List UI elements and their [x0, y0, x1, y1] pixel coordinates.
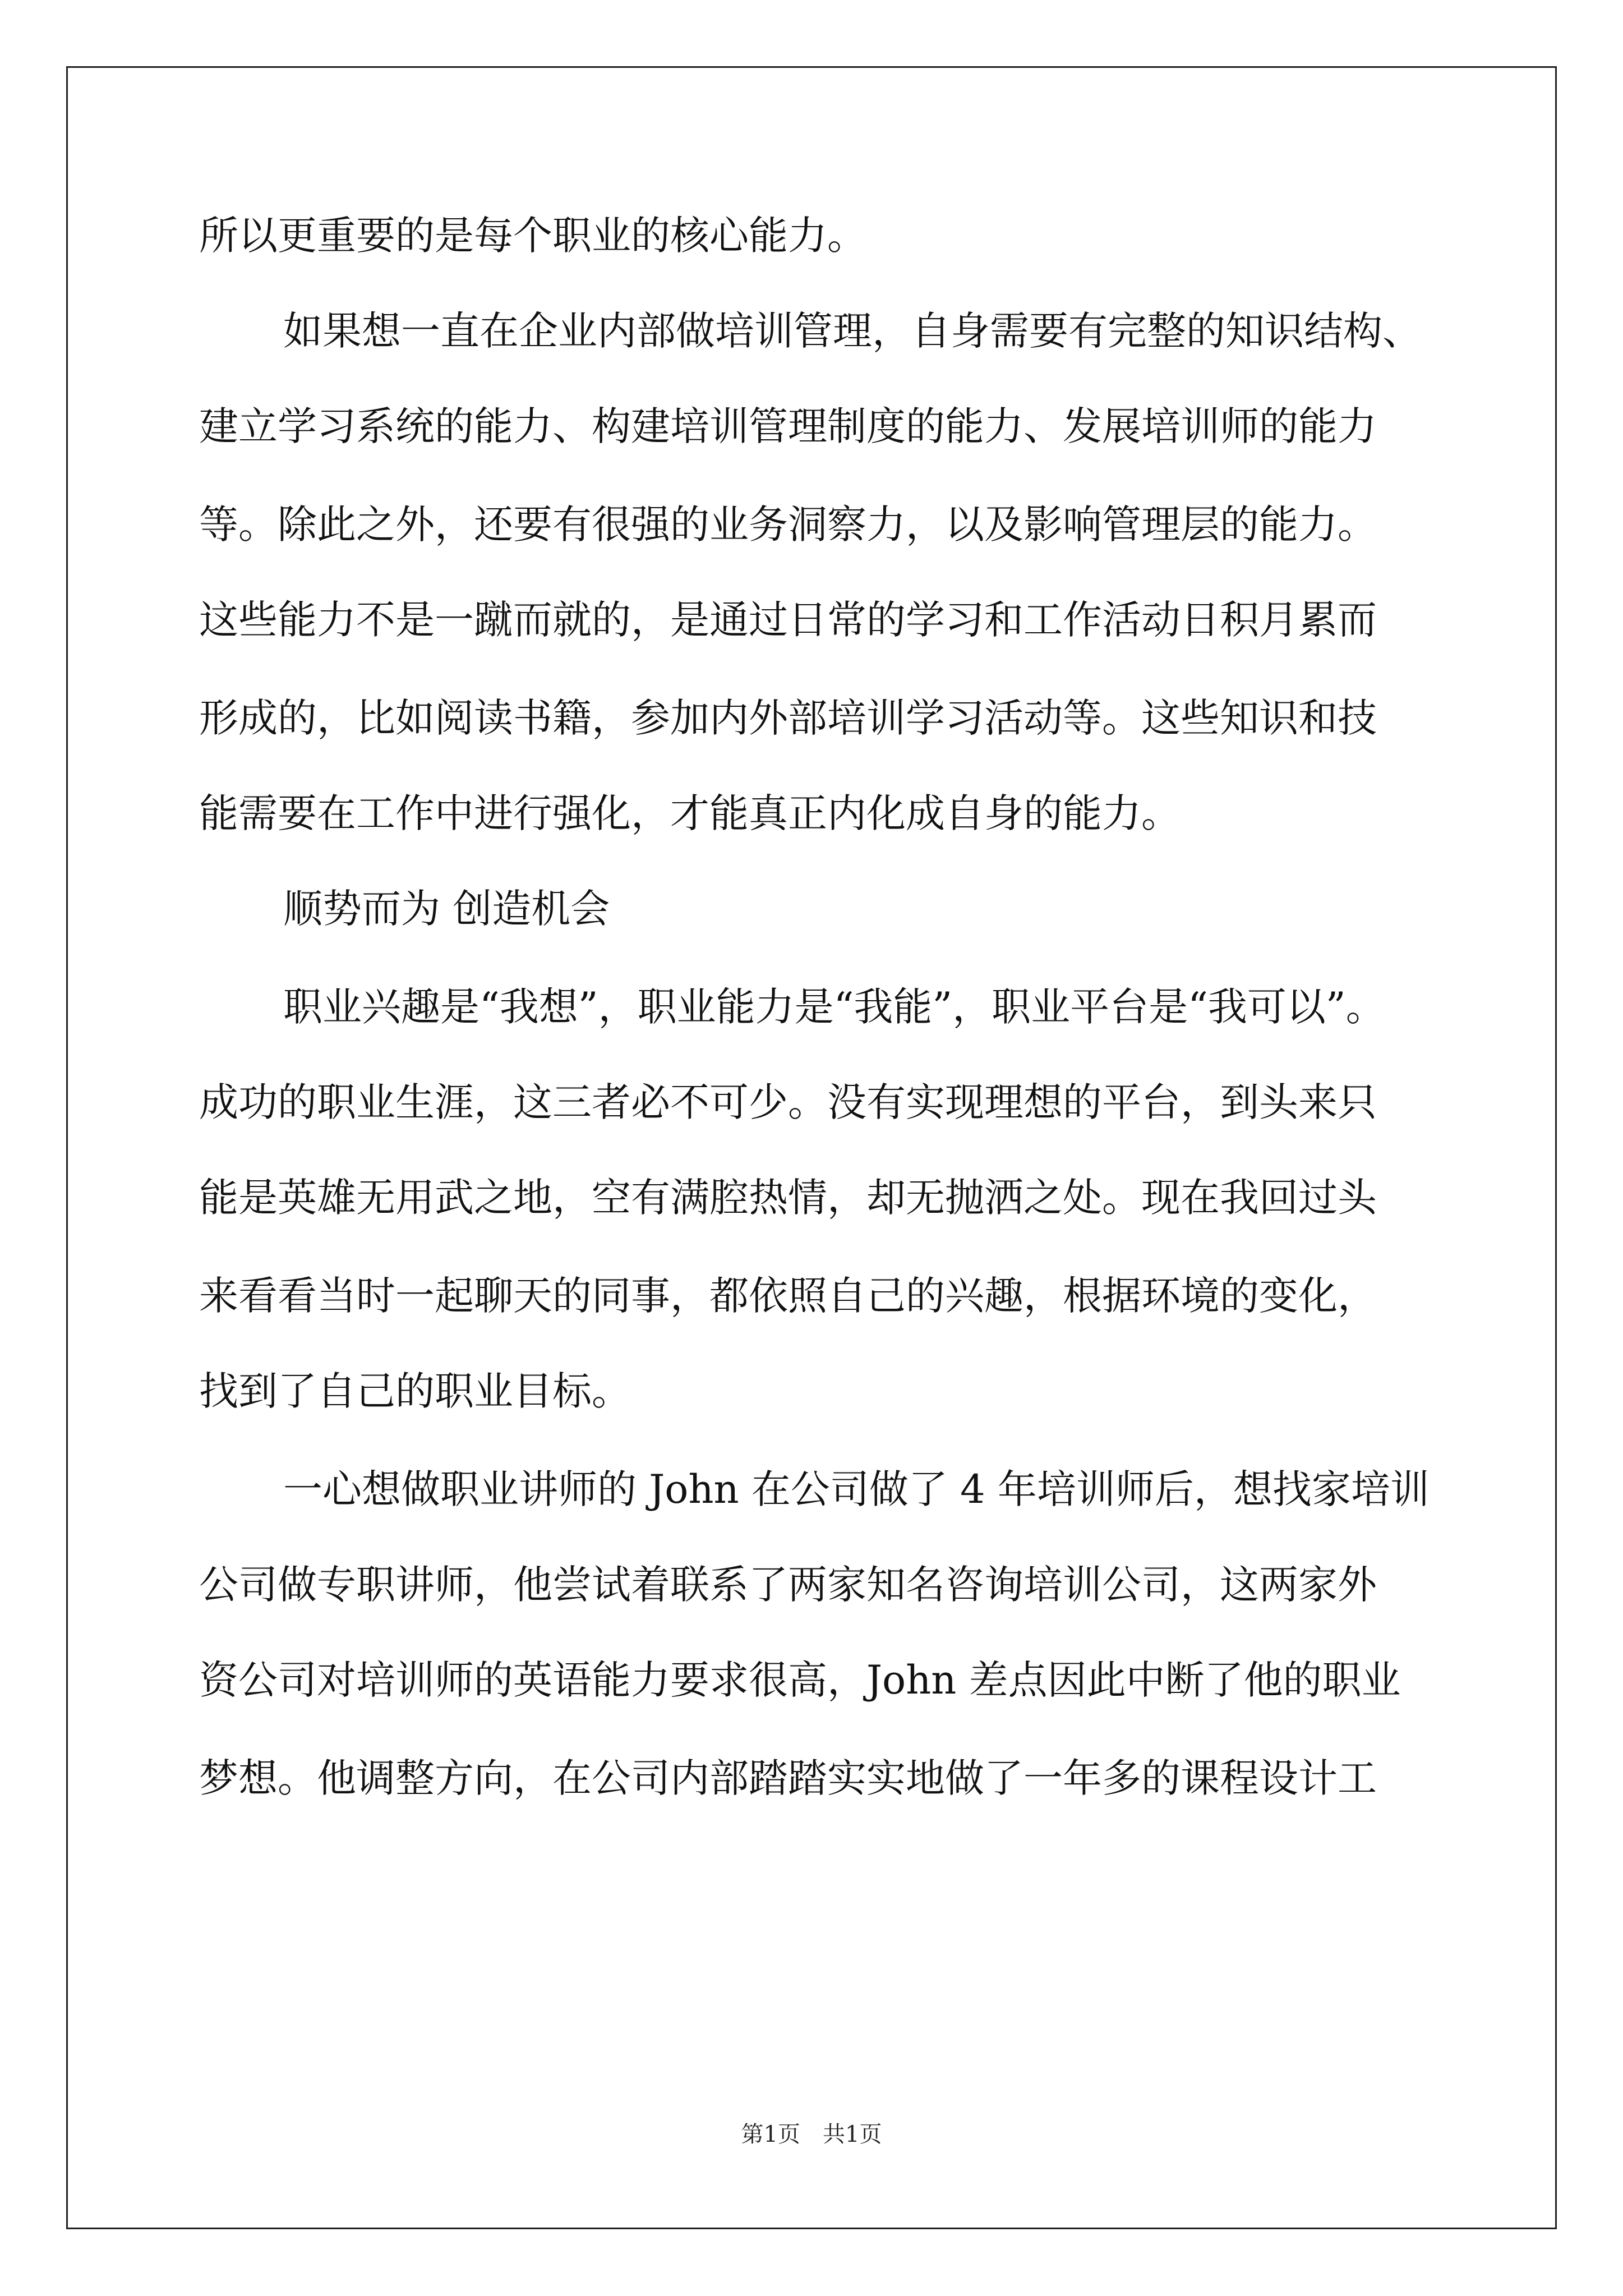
text-line: 成功的职业生涯，这三者必不可少。没有实现理想的平台，到头来只	[199, 1079, 1377, 1125]
text-line: 能需要在工作中进行强化，才能真正内化成自身的能力。	[199, 790, 1181, 836]
text-line: 如果想一直在企业内部做培训管理，自身需要有完整的知识结构、	[283, 308, 1422, 354]
text-line: 形成的，比如阅读书籍，参加内外部培训学习活动等。这些知识和技	[199, 695, 1377, 741]
text-line: 等。除此之外，还要有很强的业务洞察力，以及影响管理层的能力。	[199, 501, 1377, 547]
text-line: 公司做专职讲师，他尝试着联系了两家知名咨询培训公司，这两家外	[199, 1562, 1377, 1608]
page-number: 第1页 共1页	[741, 2122, 882, 2147]
text-line: 找到了自己的职业目标。	[199, 1368, 631, 1414]
text-line: 资公司对培训师的英语能力要求很高，John 差点因此中断了他的职业	[199, 1657, 1401, 1703]
text-line: 梦想。他调整方向，在公司内部踏踏实实地做了一年多的课程设计工	[199, 1755, 1377, 1801]
text-line: 一心想做职业讲师的 John 在公司做了 4 年培训师后，想找家培训	[283, 1466, 1430, 1512]
text-line: 职业兴趣是“我想”，职业能力是“我能”，职业平台是“我可以”。	[283, 984, 1385, 1030]
text-line: 能是英雄无用武之地，空有满腔热情，却无抛洒之处。现在我回过头	[199, 1175, 1377, 1221]
text-line: 这些能力不是一蹴而就的，是通过日常的学习和工作活动日积月累而	[199, 597, 1377, 643]
text-line: 所以更重要的是每个职业的核心能力。	[199, 213, 866, 259]
section-heading: 顺势而为 创造机会	[283, 886, 610, 932]
text-line: 来看看当时一起聊天的同事，都依照自己的兴趣，根据环境的变化，	[199, 1273, 1377, 1319]
page-border	[66, 66, 1557, 2229]
text-line: 建立学习系统的能力、构建培训管理制度的能力、发展培训师的能力	[199, 403, 1377, 449]
